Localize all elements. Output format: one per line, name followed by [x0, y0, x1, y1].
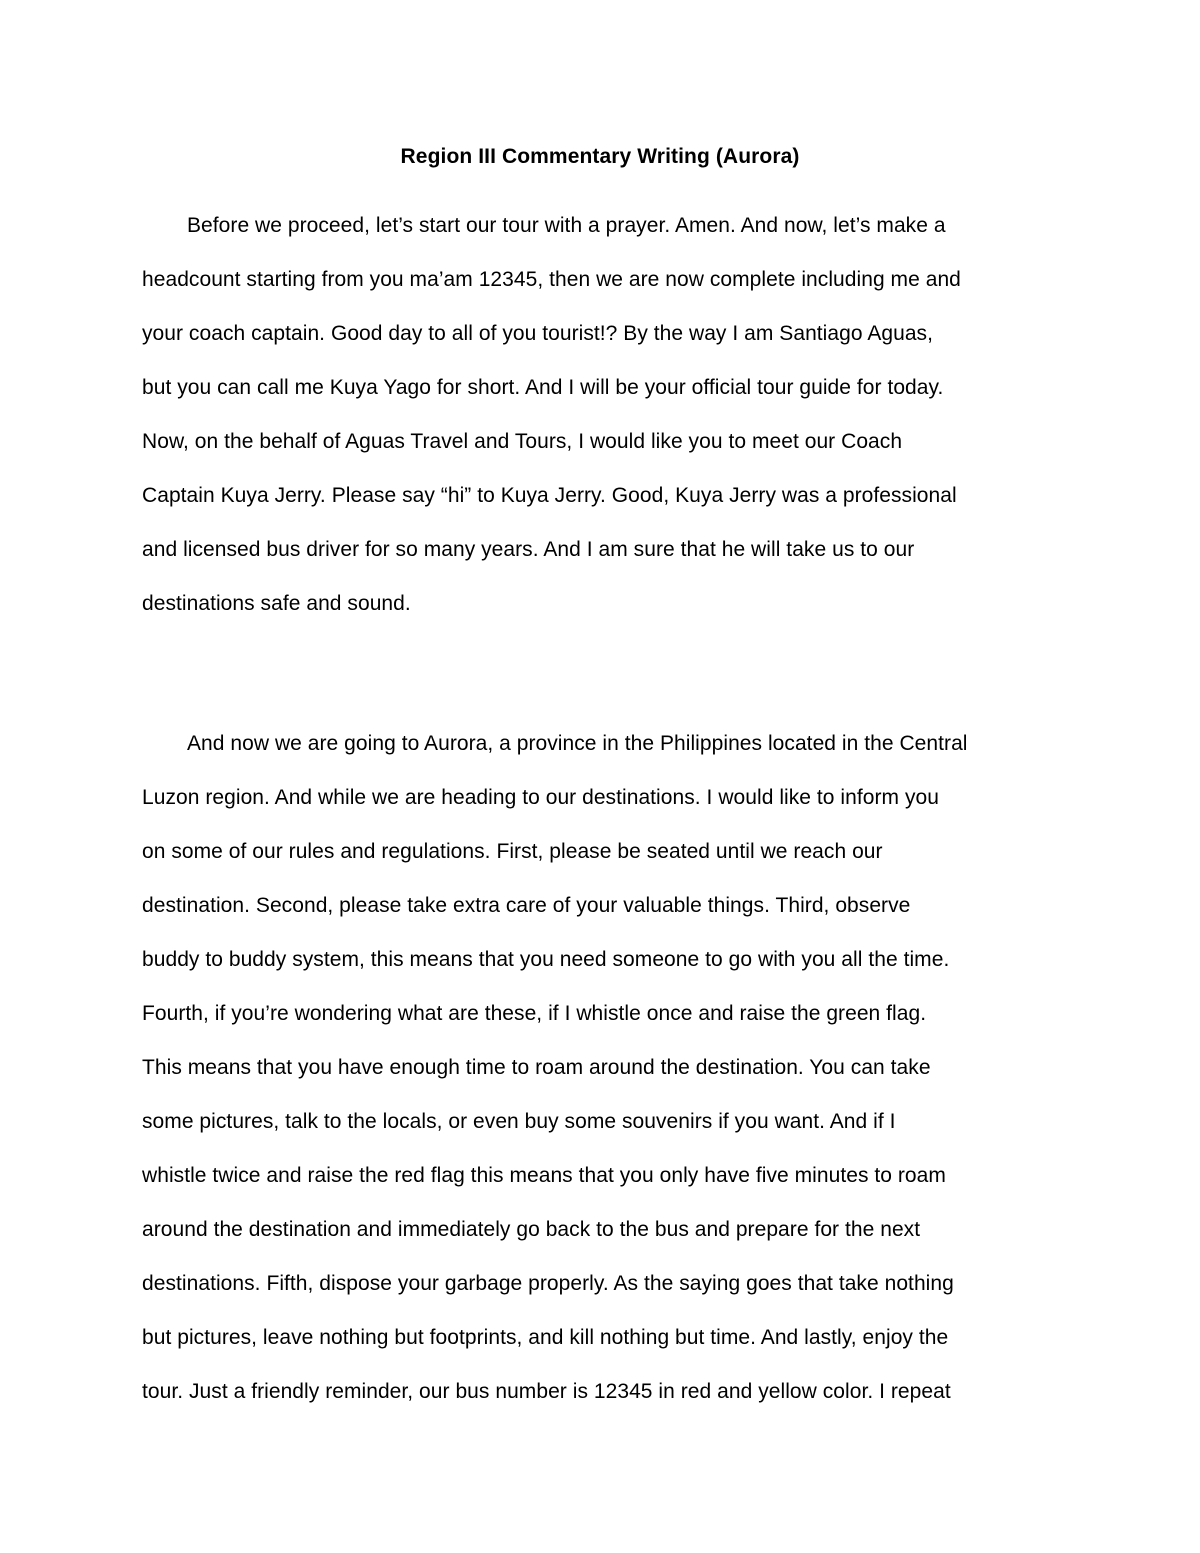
paragraph-line: your coach captain. Good day to all of you tourist!? By the way I am Santiago Aguas,	[142, 322, 933, 345]
paragraph-line: buddy to buddy system, this means that you need someone to go with you all the time.	[142, 948, 950, 971]
paragraph-line: and licensed bus driver for so many years. And I am sure that he will take us to our	[142, 538, 915, 561]
paragraph-line: Captain Kuya Jerry. Please say “hi” to Kuya Jerry. Good, Kuya Jerry was a professional	[142, 484, 957, 507]
paragraph-line: Luzon region. And while we are heading to our destinations. I would like to inform you	[142, 786, 939, 809]
paragraph-line: destinations safe and sound.	[142, 592, 411, 615]
paragraph-line: but you can call me Kuya Yago for short. And I will be your official tour guide for today.	[142, 376, 944, 399]
paragraph-line: And now we are going to Aurora, a province in the Philippines located in the Central	[187, 732, 968, 755]
paragraph-line: This means that you have enough time to roam around the destination. You can take	[142, 1056, 931, 1079]
paragraph-line: headcount starting from you ma’am 12345, then we are now complete including me and	[142, 268, 961, 291]
paragraph-line: Fourth, if you’re wondering what are these, if I whistle once and raise the green flag.	[142, 1002, 927, 1025]
paragraph-line: around the destination and immediately go back to the bus and prepare for the next	[142, 1218, 921, 1241]
paragraph-line: destination. Second, please take extra care of your valuable things. Third, observe	[142, 894, 911, 917]
paragraph-line: Now, on the behalf of Aguas Travel and Tours, I would like you to meet our Coach	[142, 430, 903, 453]
paragraph-line: on some of our rules and regulations. First, please be seated until we reach our	[142, 840, 883, 863]
paragraph-line: destinations. Fifth, dispose your garbage properly. As the saying goes that take nothing	[142, 1272, 954, 1295]
paragraph-line: Before we proceed, let’s start our tour with a prayer. Amen. And now, let’s make a	[187, 214, 946, 237]
paragraph-line: but pictures, leave nothing but footprints, and kill nothing but time. And lastly, enjoy the	[142, 1326, 949, 1349]
paragraph-line: some pictures, talk to the locals, or even buy some souvenirs if you want. And if I	[142, 1110, 896, 1133]
paragraph-line: whistle twice and raise the red flag this means that you only have five minutes to roam	[142, 1164, 946, 1187]
document-title: Region III Commentary Writing (Aurora)	[400, 145, 800, 168]
paragraph-line: tour. Just a friendly reminder, our bus number is 12345 in red and yellow color. I repeat	[142, 1380, 951, 1403]
